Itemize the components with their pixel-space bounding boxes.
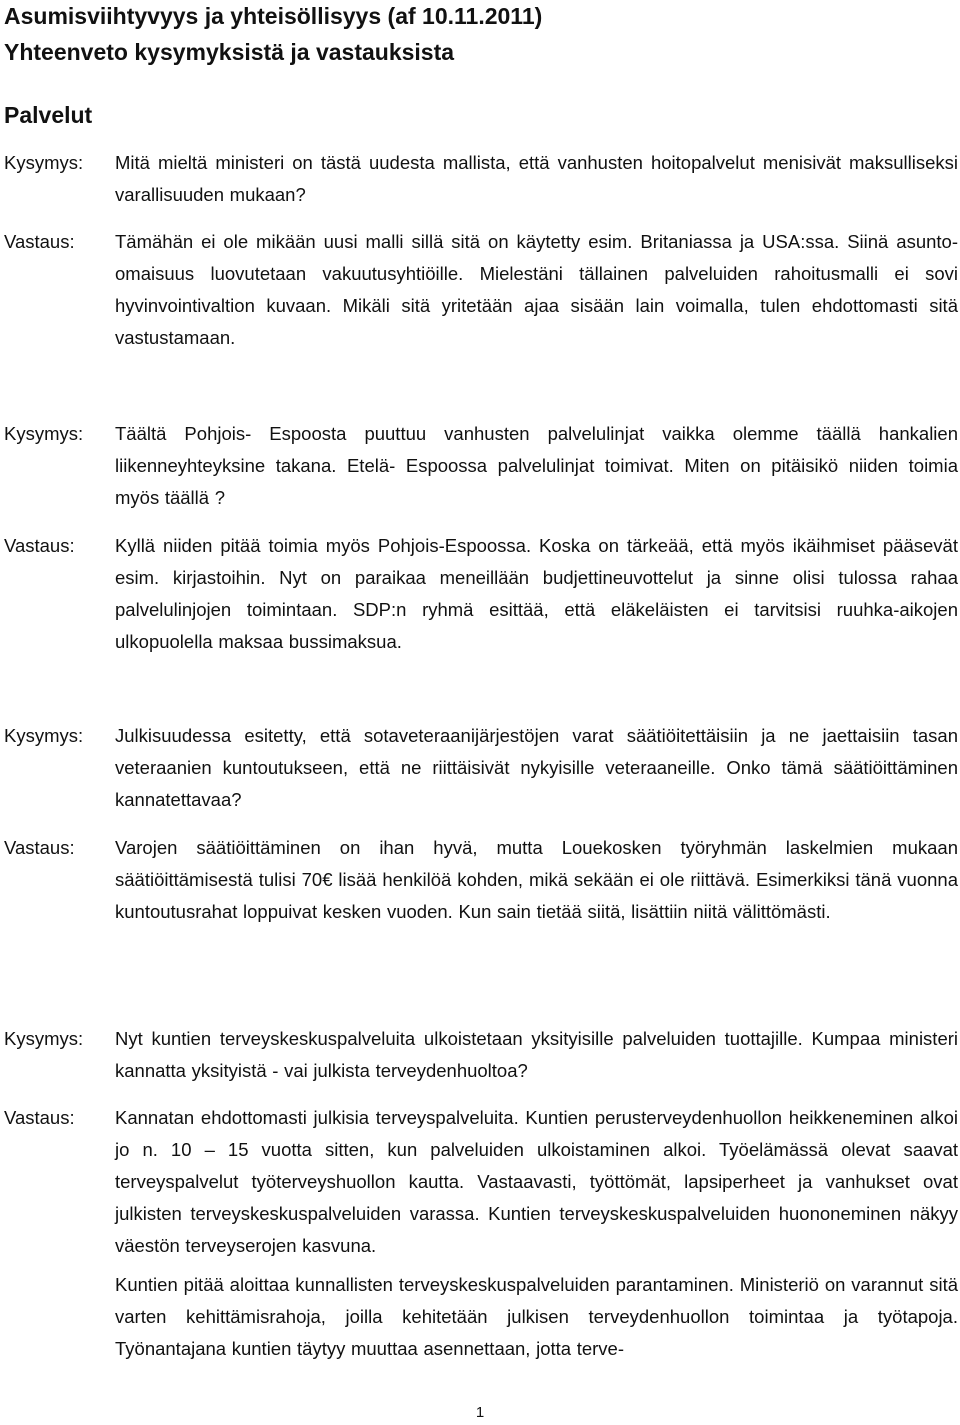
question-text: Mitä mieltä ministeri on tästä uudesta mallista, että vanhusten hoitopalvelut menisivät maksulliseksi varallisuuden mukaan?	[115, 152, 958, 205]
answer-text: Varojen säätiöittäminen on ihan hyvä, mutta Louekosken työryhmän laskelmien mukaan säätiöittämisestä tulisi 70€ lisää henkilöä kohden, mikä sekään ei ole riittävä. Esimerkiksi tänä vuonna kuntoutusrahat loppuivat kesken vuoden. Kun sain tietää siitä, lisättiin niitä välittömästi.	[115, 837, 958, 922]
document-subtitle: Yhteenveto kysymyksistä ja vastauksista	[4, 39, 455, 65]
question-label: Kysymys:	[4, 725, 84, 746]
document-title: Asumisviihtyvyys ja yhteisöllisyys (af 10.11.2011)	[4, 3, 543, 29]
question-label: Kysymys:	[4, 1028, 84, 1049]
question-text: Julkisuudessa esitetty, että sotaveteraanijärjestöjen varat säätiöitettäisiin ja ne jaettaisiin tasan veteraanien kuntoutukseen, että ne riittäisivät nykyisille veteraaneille. Onko tämä säätiöittäminen kannatettavaa?	[115, 725, 958, 810]
question-label: Kysymys:	[4, 152, 84, 173]
section-heading: Palvelut	[4, 102, 93, 128]
question-label: Kysymys:	[4, 423, 84, 444]
answer-text: Kyllä niiden pitää toimia myös Pohjois-Espoossa. Koska on tärkeää, että myös ikäihmiset pääsevät esim. kirjastoihin. Nyt on paraikaa meneillään budjettineuvottelut ja sinne olisi tulossa rahaa palvelulinjojen toimintaan. SDP:n ryhmä esittää, että eläkeläisten ei tarvitsisi ruuhka-aikojen ulkopuolella maksaa bussimaksua.	[115, 535, 958, 652]
answer-label: Vastaus:	[4, 837, 75, 858]
answer-label: Vastaus:	[4, 231, 75, 252]
answer-text: Kannatan ehdottomasti julkisia terveyspalveluita. Kuntien perusterveydenhuollon heikkeneminen alkoi jo n. 10 – 15 vuotta sitten, kun palveluiden ulkoistaminen alkoi. Työelämässä olevat saavat terveyspalvelut työterveyshuollon kautta. Vastaavasti, työttömät, lapsiperheet ja vanhukset ovat julkisten terveyskeskuspalveluiden varassa. Kuntien terveyskeskuspalveluiden huononeminen näkyy väestön terveyserojen kasvuna.	[115, 1107, 958, 1256]
page-number: 1	[475, 1404, 485, 1421]
question-text: Täältä Pohjois- Espoosta puuttuu vanhusten palvelulinjat vaikka olemme täällä hankalien liikenneyhteyksine takana. Etelä- Espoossa palvelulinjat toimivat. Miten on pitäisikö niiden toimia myös täällä ?	[115, 423, 958, 508]
answer-label: Vastaus:	[4, 535, 75, 556]
answer-label: Vastaus:	[4, 1107, 75, 1128]
question-text: Nyt kuntien terveyskeskuspalveluita ulkoistetaan yksityisille palveluiden tuottajille. Kumpaa ministeri kannatta yksityistä - vai julkista terveydenhuoltoa?	[115, 1028, 958, 1081]
answer-text-continued: Kuntien pitää aloittaa kunnallisten terveyskeskuspalveluiden parantaminen. Ministeriö on varannut sitä varten kehittämisrahoja, joilla kehitetään julkisen terveydenhuollon toimintaa ja työtapoja. Työnantajana kuntien täytyy muuttaa asennettaan, jotta terve-	[115, 1274, 958, 1359]
answer-text: Tämähän ei ole mikään uusi malli sillä sitä on käytetty esim. Britaniassa ja USA:ssa. Siinä asunto-omaisuus luovutetaan vakuutusyhtiöille. Mielestäni tällainen palveluiden rahoitusmalli ei sovi hyvinvointivaltion kuvaan. Mikäli sitä yritetään ajaa sisään lain voimalla, tulen ehdottomasti sitä vastustamaan.	[115, 231, 958, 348]
